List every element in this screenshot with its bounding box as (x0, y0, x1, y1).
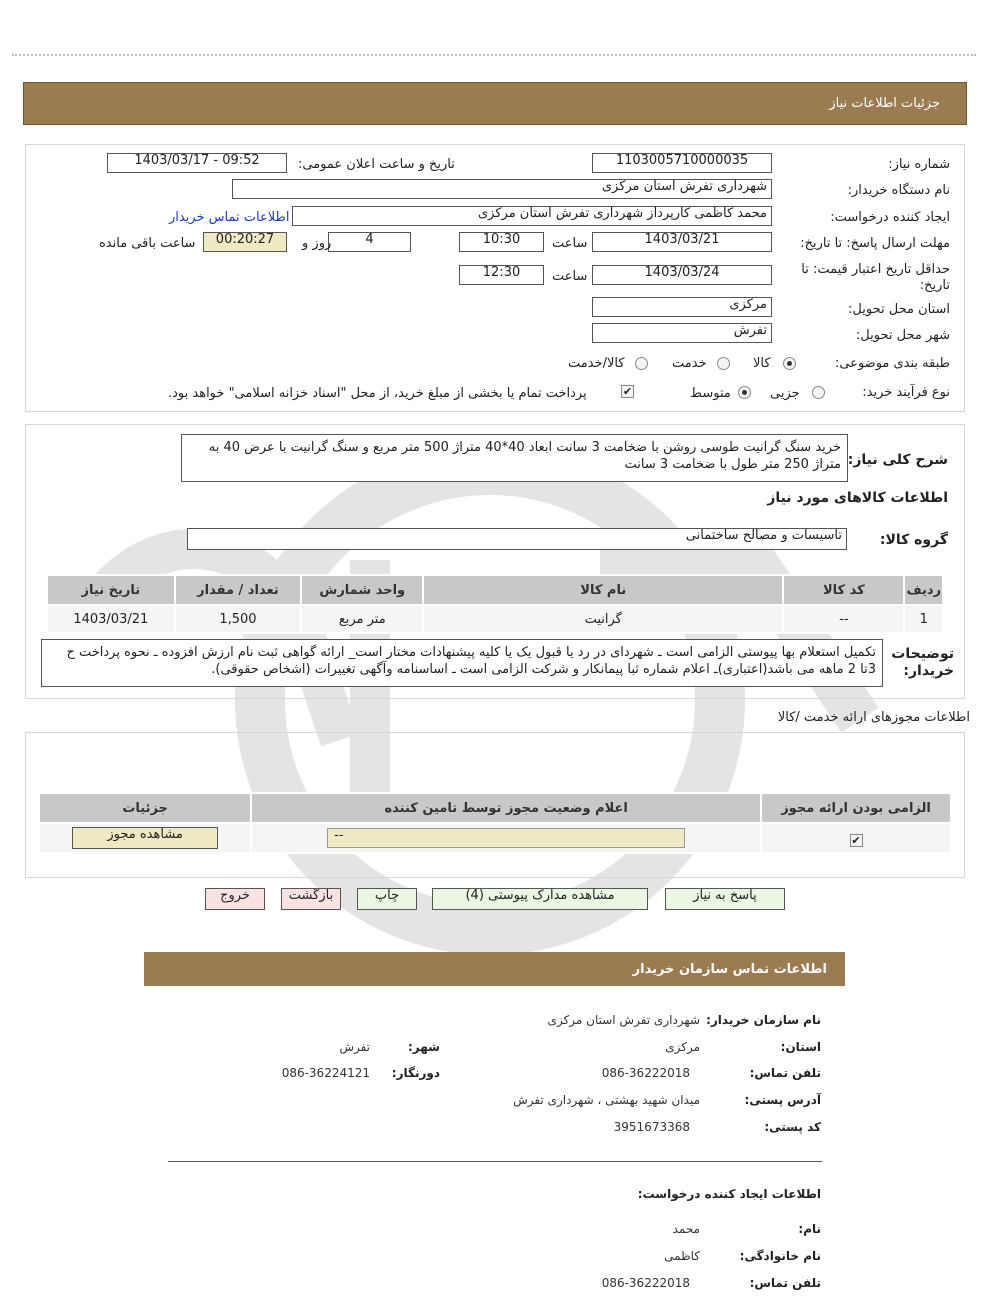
contact-org-label: نام سازمان خریدار: (706, 1013, 821, 1027)
table-row (47, 605, 943, 633)
contact-address-label: آدرس پستی: (744, 1093, 821, 1107)
deadline-time-field: 10:30 (459, 232, 544, 252)
contact-postal-label: کد پستی: (764, 1120, 821, 1134)
col-name: نام کالا (423, 575, 783, 605)
process-label: نوع فرآیند خرید: (862, 385, 950, 400)
buyer-contact-link[interactable]: اطلاعات تماس خریدار (169, 210, 290, 225)
city-field: تفرش (592, 323, 772, 343)
buyer-notes-text: تکمیل استعلام بها پیوستی الزامی است ـ شهردای در رد یا قبول یک یا کلیه پیشنهادات مختار است_ ارائه گواهی ثبت نام ارزش افزوده ـ نحوه پرداخت ح 3تا 2 ماهه می باشد(اعتباری)ـ اعلام شماره ثبا پیمانکار و شرکت الزامی است ـ اساسنامه وآگهی تغییرات (اشخاص حقوقی). (41, 639, 883, 687)
cell-name: گرانیت (423, 605, 783, 633)
need-number-field: 1103005710000035 (592, 153, 772, 173)
creator-family-label: نام خانوادگی: (739, 1249, 821, 1263)
col-details: جزئیات (39, 793, 251, 823)
validity-date-field: 1403/03/24 (592, 265, 772, 285)
top-dotted-separator (12, 54, 976, 56)
need-number-label: شماره نیاز: (888, 157, 950, 172)
col-unit: واحد شمارش (301, 575, 423, 605)
view-permit-button[interactable]: مشاهده مجوز (72, 827, 218, 849)
remaining-label: ساعت باقی مانده (99, 236, 196, 251)
payment-note: پرداخت تمام یا بخشی از مبلغ خرید، از محل "اسناد خزانه اسلامی" خواهد بود. (168, 386, 587, 401)
reply-button[interactable]: پاسخ به نیاز (665, 888, 785, 910)
group-label: گروه کالا: (879, 532, 948, 548)
radio-goods[interactable] (783, 357, 796, 370)
creator-phone-label: تلفن تماس: (749, 1276, 821, 1290)
col-qty: تعداد / مقدار (175, 575, 302, 605)
page-title: جزئیات اطلاعات نیاز (829, 96, 940, 111)
permit-status-field[interactable]: -- (327, 828, 685, 848)
radio-medium-label: متوسط (690, 386, 731, 401)
contact-fax: 086-36224121 (281, 1066, 370, 1080)
province-label: استان محل تحویل: (848, 302, 950, 317)
permits-table (38, 792, 952, 854)
contact-city: تفرش (339, 1040, 370, 1054)
creator-heading: اطلاعات ایجاد کننده درخواست: (637, 1187, 821, 1201)
buyer-notes-label: توضیحات خریدار: (891, 646, 954, 679)
creator-family: کاظمی (664, 1249, 700, 1263)
deadline-time-label: ساعت (552, 236, 588, 251)
group-field: تاسیسات و مصالح ساختمانی (187, 528, 847, 550)
cell-status (251, 823, 761, 853)
announce-field: 1403/03/17 - 09:52 (107, 153, 287, 173)
days-field: 4 (328, 232, 411, 252)
cell-row: 1 (904, 605, 943, 633)
payment-checkbox[interactable]: ✔ (622, 385, 633, 398)
deadline-date-field: 1403/03/21 (592, 232, 772, 252)
contact-address: میدان شهید بهشتی ، شهرداری تفرش (513, 1093, 700, 1107)
contact-fax-label: دورنگار: (391, 1066, 440, 1080)
cell-qty: 1,500 (175, 605, 302, 633)
back-button[interactable]: بازگشت (281, 888, 341, 910)
validity-time-label: ساعت (552, 269, 588, 284)
contact-province: مرکزی (665, 1040, 700, 1054)
contact-city-label: شهر: (408, 1040, 440, 1054)
exit-button[interactable]: خروج (205, 888, 265, 910)
summary-text: خرید سنگ گرانیت طوسی روشن با ضخامت 3 سانت ابعاد 40*40 متراژ 500 متر مربع و سنگ گرانیت با عرض 40 به متراژ 250 متر طول با ضخامت 3 سانت (181, 434, 848, 482)
contact-header (144, 952, 845, 986)
attachments-button[interactable]: مشاهده مدارک پیوستی (4) (432, 888, 648, 910)
radio-service[interactable] (717, 357, 730, 370)
announce-label: تاریخ و ساعت اعلان عمومی: (298, 157, 455, 172)
province-field: مرکزی (592, 297, 772, 317)
category-label: طبقه بندی موضوعی: (834, 356, 950, 371)
cell-unit: متر مربع (301, 605, 423, 633)
permit-required-checkbox: ✔ (851, 833, 861, 847)
radio-minor-label: جزیی (770, 386, 800, 401)
col-code: کد کالا (783, 575, 904, 605)
contact-title: اطلاعات تماس سازمان خریدار (632, 962, 827, 977)
deadline-label: مهلت ارسال پاسخ: تا تاریخ: (800, 236, 950, 251)
validity-label: حداقل تاریخ اعتبار قیمت: تا تاریخ: (801, 262, 950, 293)
contact-org: شهرداری تفرش استان مرکزی (547, 1013, 700, 1027)
print-button[interactable]: چاپ (357, 888, 417, 910)
creator-field: محمد کاظمی کارپرداز شهرداری تفرش استان مرکزی (292, 206, 772, 226)
buyer-org-field: شهرداری تفرش استان مرکزی (232, 179, 772, 199)
cell-date: 1403/03/21 (47, 605, 175, 633)
goods-table-header (47, 575, 943, 605)
creator-label: ایجاد کننده درخواست: (830, 210, 950, 225)
creator-name-label: نام: (798, 1222, 821, 1236)
goods-heading: اطلاعات کالاهای مورد نیاز (767, 490, 948, 506)
radio-goods-service[interactable] (635, 357, 648, 370)
validity-time-field: 12:30 (459, 265, 544, 285)
buyer-org-label: نام دستگاه خریدار: (847, 183, 950, 198)
page-header (23, 82, 967, 125)
summary-label: شرح کلی نیاز: (847, 452, 948, 468)
radio-service-label: خدمت (672, 356, 707, 371)
contact-postal: 3951673368 (613, 1120, 690, 1134)
radio-medium[interactable] (738, 386, 751, 399)
contact-phone: 086-36222018 (601, 1066, 690, 1080)
cell-code: -- (783, 605, 904, 633)
radio-minor[interactable] (812, 386, 825, 399)
goods-table (46, 574, 944, 634)
radio-goods-service-label: کالا/خدمت (568, 356, 625, 371)
col-row: ردیف (904, 575, 943, 605)
col-date: تاریخ نیاز (47, 575, 175, 605)
city-label: شهر محل تحویل: (855, 328, 950, 343)
creator-name: محمد (672, 1222, 700, 1236)
contact-divider (168, 1161, 822, 1162)
contact-phone-label: تلفن تماس: (749, 1066, 821, 1080)
permits-table-header (39, 793, 951, 823)
radio-goods-label: کالا (753, 356, 771, 371)
permits-title: اطلاعات مجوزهای ارائه خدمت /کالا (777, 710, 970, 725)
creator-phone: 086-36222018 (601, 1276, 690, 1290)
table-row (39, 823, 951, 853)
contact-province-label: استان: (780, 1040, 821, 1054)
col-required: الزامی بودن ارائه مجوز (761, 793, 951, 823)
col-status: اعلام وضعیت مجوز توسط تامین کننده (251, 793, 761, 823)
cell-details (39, 823, 251, 853)
days-label: روز و (302, 236, 332, 251)
remaining-time-field: 00:20:27 (203, 232, 287, 252)
cell-required (761, 823, 951, 853)
